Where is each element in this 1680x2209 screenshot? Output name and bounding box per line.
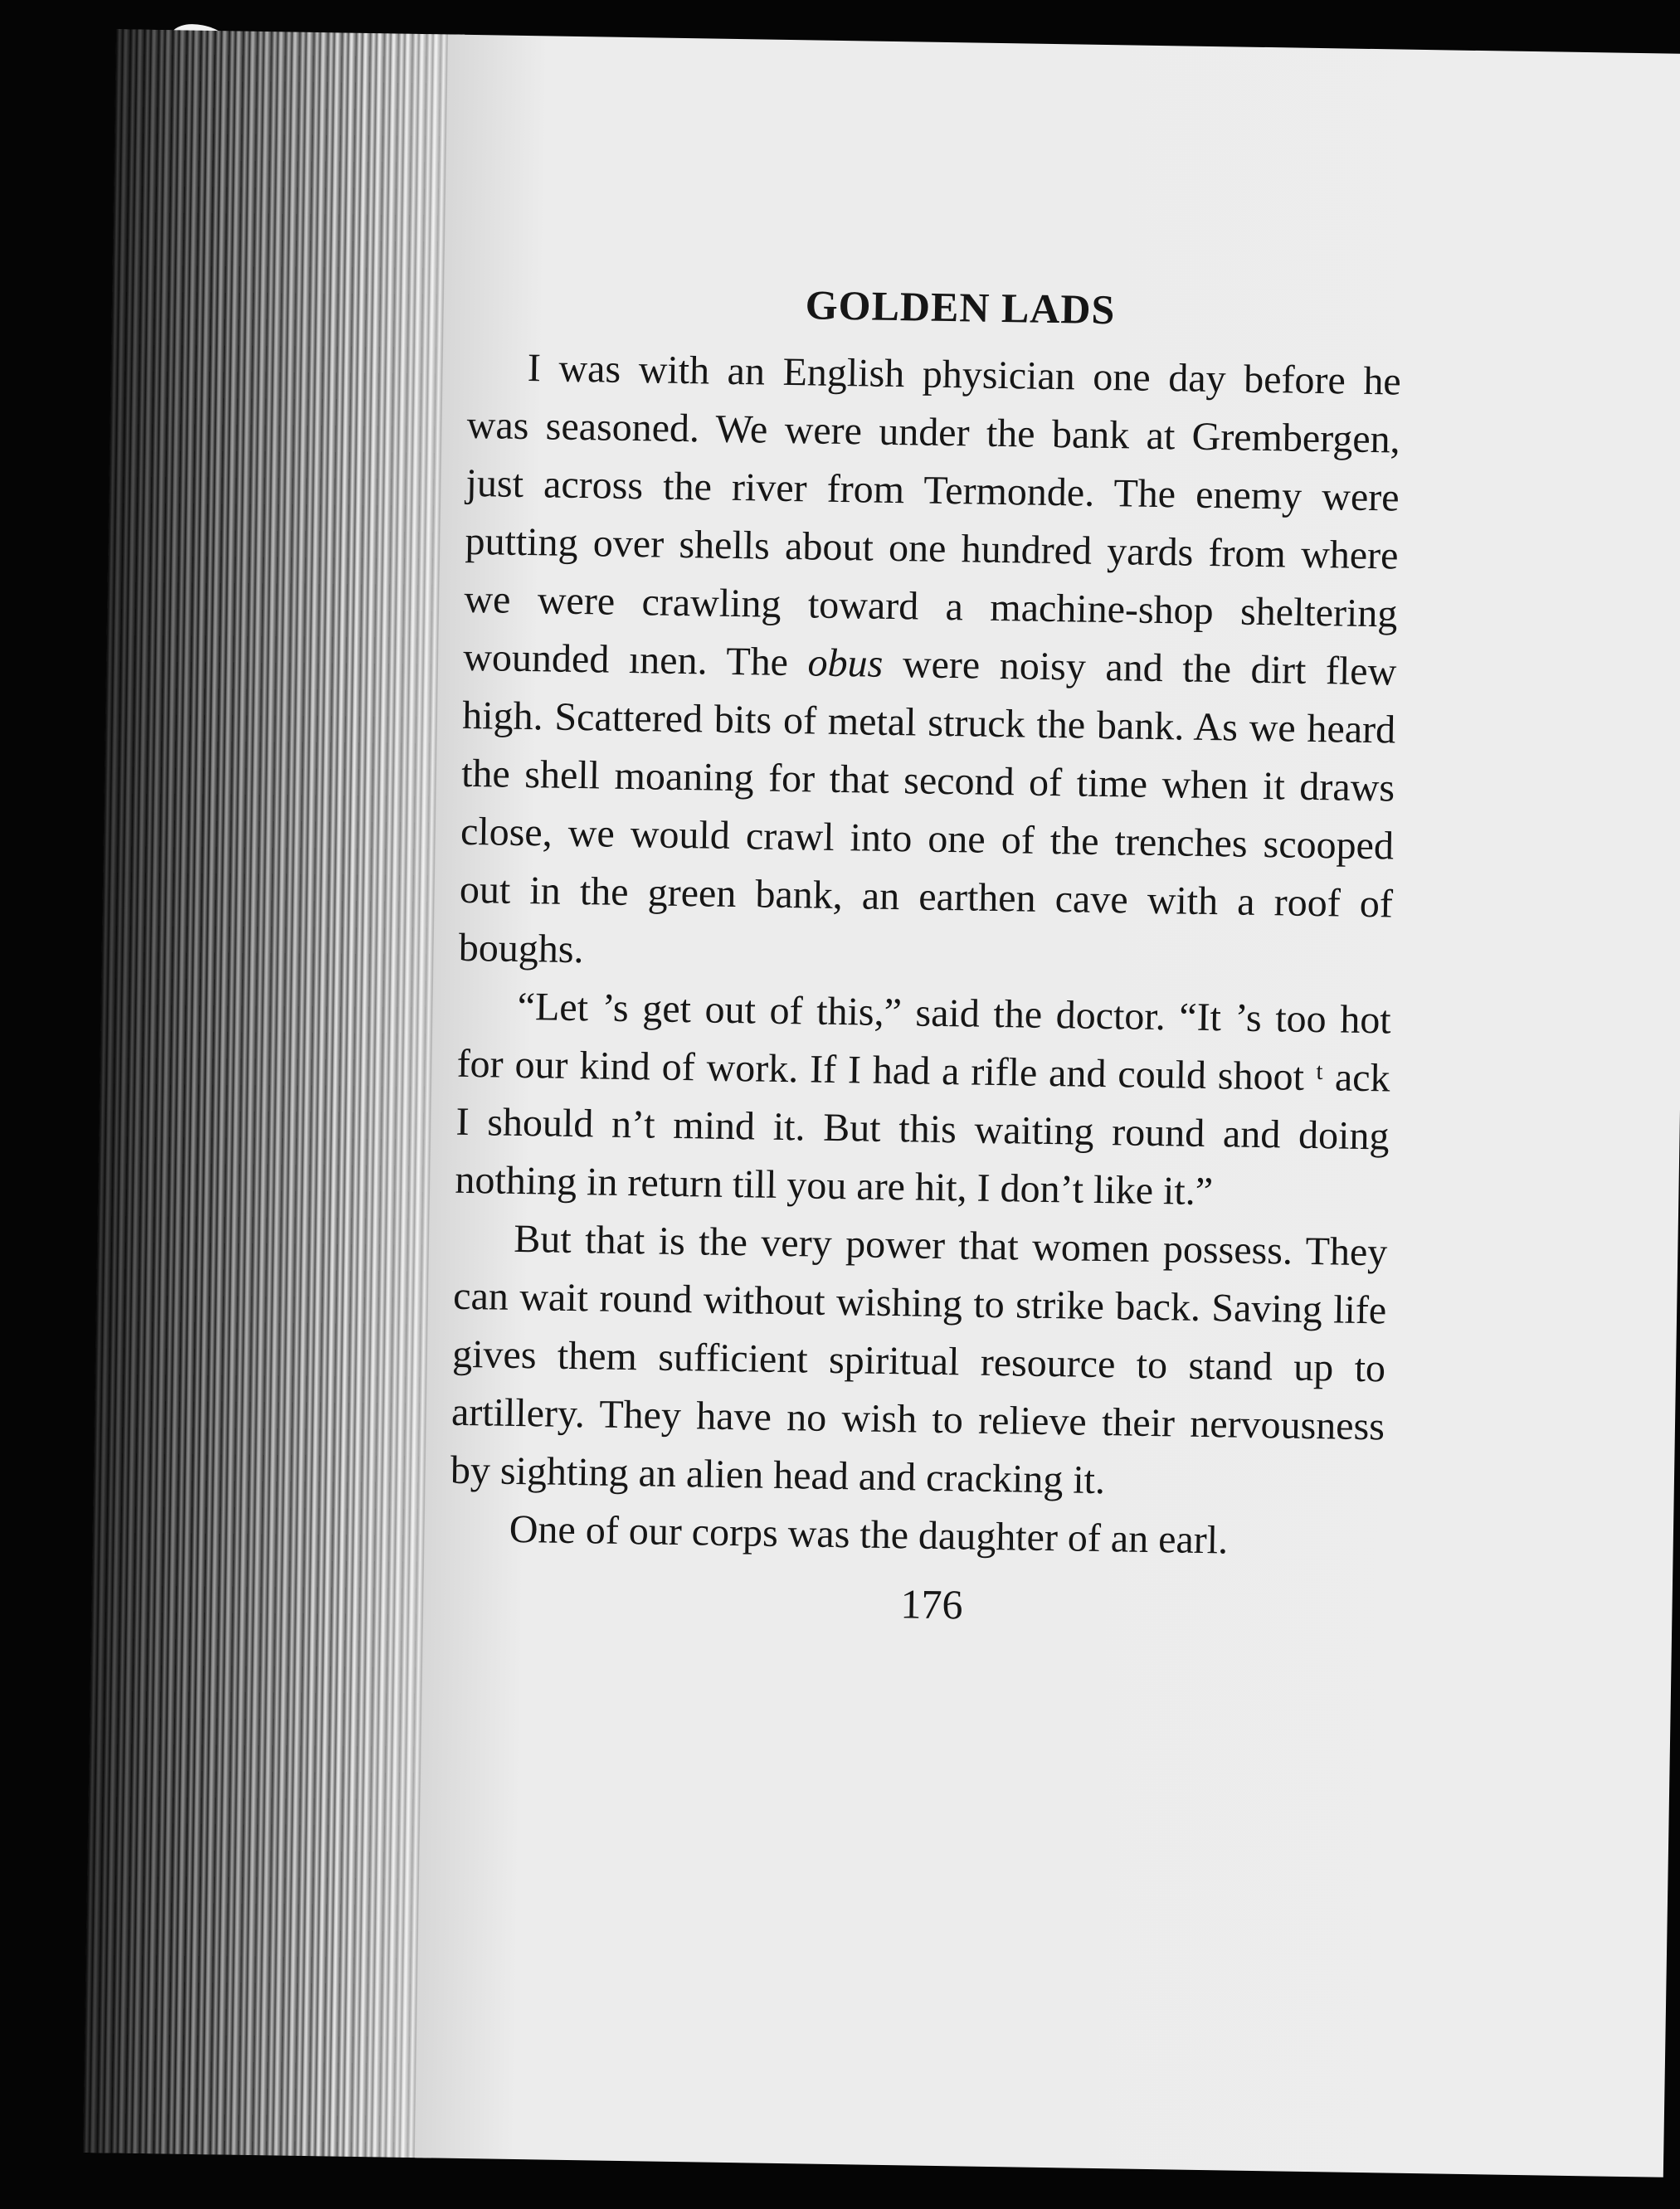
paragraph-1-text: I was with an English physician one day before he was seasoned. We were under the bank at Grembergen, just across the river from Termonde. The enemy were putting over shells about one hundred yards from where we were crawling toward a machine-shop sheltering wounded ınen. The xyxy=(462,346,1402,685)
text-block xyxy=(448,275,1402,1635)
page-edges xyxy=(83,29,465,2158)
open-book xyxy=(83,29,1680,2177)
page-number: 176 xyxy=(900,1580,963,1628)
paragraph-1-text-cont: were noisy and the dirt flew high. Scattered bits of metal struck the bank. As we heard the shell moaning for that second of time when it draws close, we would crawl into one of the trenches scooped out in the green bank, an earthen cave with a roof of boughs. xyxy=(458,641,1397,972)
paragraph-3: But that is the very power that women possess. They can wait round without wishing to strike back. Saving life gives them sufficient spiritual resource to stand up to artillery. They have no wish to relieve their nervousness by sighting an alien head and cracking it. xyxy=(450,1216,1388,1503)
paragraph-1 xyxy=(458,338,1401,992)
paragraph-4: One of our corps was the daughter of an earl. xyxy=(509,1506,1229,1563)
paragraph-2: “Let ’s get out of this,” said the doctor. “It ’s too hot for our kind of work. If I had a rifle and could shoot ᵗ ack I should n’t mind it. But this waiting round and doing nothing in return till you are hit, I don’t like it.” xyxy=(455,984,1392,1214)
italic-word: obus xyxy=(807,640,884,686)
running-head: GOLDEN LADS xyxy=(805,281,1116,333)
